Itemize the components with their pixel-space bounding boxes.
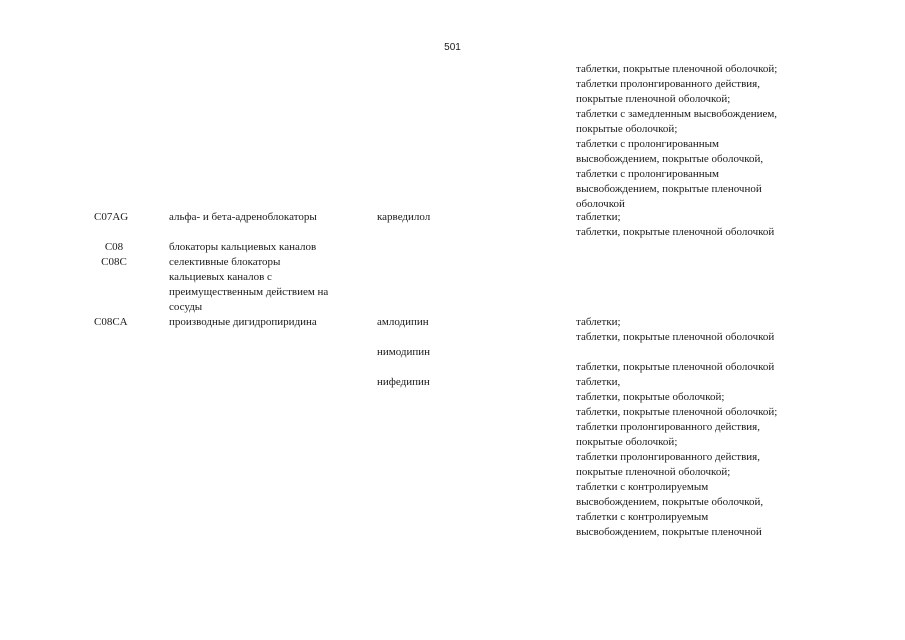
drug-name-carvedilol: карведилол: [377, 211, 431, 223]
form-line: покрытые оболочкой;: [576, 436, 678, 448]
group-name-c08c: [169, 255, 369, 315]
form-line: таблетки, покрытые оболочкой;: [576, 391, 725, 403]
form-line: таблетки, покрытые пленочной оболочкой;: [576, 63, 778, 75]
form-line: таблетки с пролонгированным: [576, 138, 720, 150]
forms-nifedipine: [576, 375, 826, 540]
form-line: таблетки пролонгированного действия,: [576, 421, 760, 433]
drug-name-nimodipine: нимодипин: [377, 346, 431, 358]
drug-name-nifedipine: нифедипин: [377, 376, 430, 388]
form-line: таблетки, покрытые пленочной оболочкой;: [576, 406, 778, 418]
group-line: преимущественным действием на: [169, 286, 329, 298]
form-line: высвобождением, покрытые оболочкой,: [576, 496, 764, 508]
continued-forms-cell: [576, 62, 826, 212]
drug-name-amlodipine: амлодипин: [377, 316, 429, 328]
group-line: селективные блокаторы: [169, 256, 281, 268]
page-number: 501: [444, 42, 461, 53]
form-line: высвобождением, покрытые оболочкой,: [576, 153, 764, 165]
form-line: таблетки;: [576, 211, 621, 223]
group-name-c08: блокаторы кальциевых каналов: [169, 241, 317, 253]
form-line: таблетки с пролонгированным: [576, 168, 720, 180]
atc-code-c07ag: C07AG: [94, 211, 129, 223]
atc-code-c08: C08: [104, 241, 124, 253]
forms-nimodipine: [576, 360, 826, 375]
atc-code-c08c: C08C: [101, 256, 127, 268]
form-line: высвобождением, покрытые пленочной: [576, 526, 762, 538]
form-line: оболочкой: [576, 198, 625, 210]
form-line: покрытые пленочной оболочкой;: [576, 466, 731, 478]
form-line: покрытые пленочной оболочкой;: [576, 93, 731, 105]
form-line: таблетки, покрытые пленочной оболочкой: [576, 331, 775, 343]
form-line: покрытые оболочкой;: [576, 123, 678, 135]
group-name-c08ca: производные дигидропиридина: [169, 316, 317, 328]
form-line: таблетки с замедленным высвобождением,: [576, 108, 778, 120]
form-line: высвобождением, покрытые пленочной: [576, 183, 762, 195]
form-line: таблетки,: [576, 376, 621, 388]
form-line: таблетки;: [576, 316, 621, 328]
form-line: таблетки, покрытые пленочной оболочкой: [576, 226, 775, 238]
form-line: таблетки, покрытые пленочной оболочкой: [576, 361, 775, 373]
form-line: таблетки с контролируемым: [576, 511, 709, 523]
form-line: таблетки пролонгированного действия,: [576, 451, 760, 463]
form-line: таблетки пролонгированного действия,: [576, 78, 760, 90]
group-name-c07ag: альфа- и бета-адреноблокаторы: [169, 211, 317, 223]
group-line: кальциевых каналов с: [169, 271, 272, 283]
atc-code-c08ca: C08CA: [94, 316, 128, 328]
form-line: таблетки с контролируемым: [576, 481, 709, 493]
forms-carvedilol: [576, 210, 826, 240]
forms-amlodipine: [576, 315, 826, 345]
group-line: сосуды: [169, 301, 203, 313]
